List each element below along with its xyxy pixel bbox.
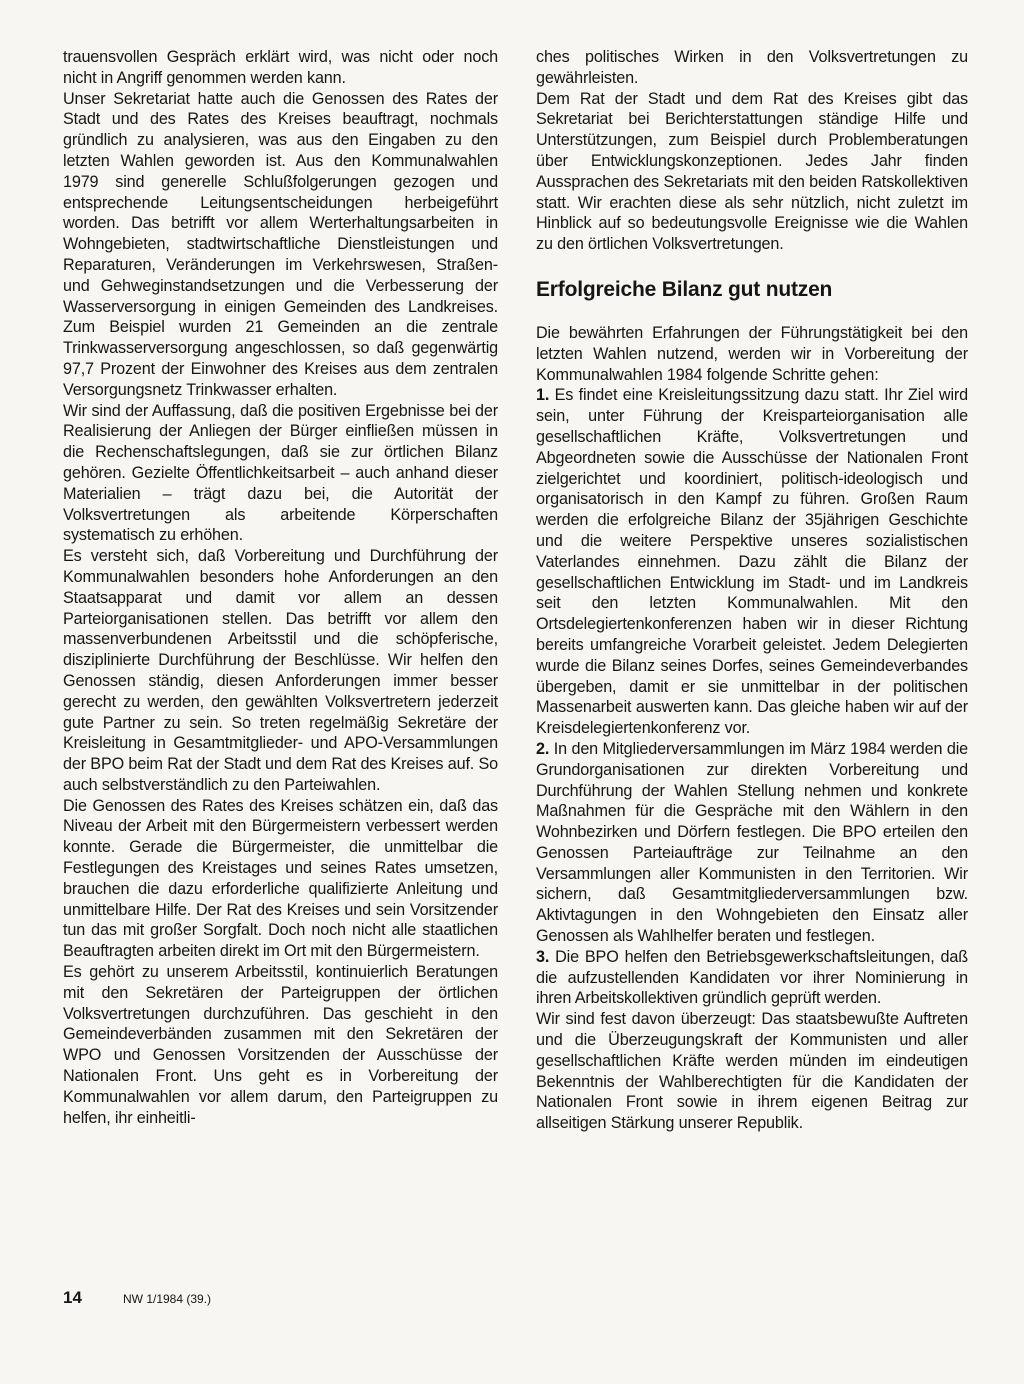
issue-reference: NW 1/1984 (39.) (123, 1292, 212, 1306)
paragraph: Unser Sekretariat hatte auch die Genossen des Rates der Stadt und des Rates des Kreises beauftragt, nochmals gründlich zu analysieren, was aus den Eingaben zu den letzten Wahlen geworden ist. Aus den Kommunalwahlen 1979 sind generelle Schlußfolgerungen gezogen und entsprechende Leitungsentscheidungen herbeigeführt worden. Das betrifft vor allem Werterhaltungsarbeiten in Wohngebieten, stadtwirtschaftliche Dienstleistungen und Reparaturen, Veränderungen im Verkehrswesen, Straßen- und Gehweginstandsetzungen und die Verbesserung der Wasserversorgung in einigen Gemeinden des Landkreises. Zum Beispiel wurden 21 Gemeinden an die zentrale Trinkwasserversorgung angeschlossen, so daß gegenwärtig 97,7 Prozent der Einwohner des Kreises aus dem zentralen Versorgungsnetz Trinkwasser erhalten. (63, 89, 498, 399)
step-text: Die BPO helfen den Betriebsgewerkschaftsleitungen, daß die aufzustellenden Kandidaten vor ihrer Nominierung in ihren Arbeitskollektiven gründlich geprüft werden. (536, 947, 968, 1008)
page-footer (63, 1288, 211, 1308)
paragraph: trauensvollen Gespräch erklärt wird, was nicht oder noch nicht in Angriff genommen werden kann. (63, 48, 498, 87)
step-text: In den Mitgliederversammlungen im März 1984 werden die Grundorganisationen zur direkten Vorbereitung und Durchführung der Wahlen Stellung nehmen und konkrete Maßnahmen für die Gespräche mit den Wählern in den Wohnbezirken und Dörfern festlegen. Die BPO erteilen den Genossen Parteiaufträge zur Teilnahme an den Versammlungen aller Kommunisten in den Territorien. Wir sichern, daß Gesamtmitgliederversammlungen bzw. Aktivtagungen in den Wohngebieten den Einsatz aller Genossen als Wahlhelfer beraten und festlegen. (536, 739, 968, 946)
section-heading: Erfolgreiche Bilanz gut nutzen (536, 277, 833, 301)
paragraph: Wir sind der Auffassung, daß die positiven Ergebnisse bei der Realisierung der Anliegen der Bürger einfließen müssen in die Rechenschaftslegungen, daß sie zur örtlichen Bilanz gehören. Gezielte Öffentlichkeitsarbeit – auch anhand dieser Materialien – trägt dazu bei, die Autorität der Volksvertretungen als arbeitende Körperschaften systematisch zu erhöhen. (63, 401, 498, 545)
page-number: 14 (63, 1288, 82, 1307)
step-item (536, 385, 968, 739)
step-number: 3. (536, 947, 550, 966)
paragraph: Es versteht sich, daß Vorbereitung und Durchführung der Kommunalwahlen besonders hohe Anforderungen an den Staatsapparat und damit vor allem an dessen Parteiorganisationen stellen. Das betrifft vor allem den massenverbundenen Arbeitsstil und die schöpferische, disziplinierte Durchführung der Beschlüsse. Wir helfen den Genossen ständig, diesen Anforderungen immer besser gerecht zu werden, den gewählten Volksvertretern jederzeit gute Partner zu sein. So treten regelmäßig Sekretäre der Kreisleitung in Gesamtmitglieder- und APO-Versammlungen der BPO beim Rat der Stadt und dem Rat des Kreises auf. So auch selbstverständlich zu den Parteiwahlen. (63, 547, 498, 794)
step-number: 2. (536, 739, 550, 758)
closing-paragraph: Wir sind fest davon überzeugt: Das staatsbewußte Auftreten und die Überzeugungskraft der Kommunisten und aller gesellschaftlichen Kräfte werden münden im eindeutigen Bekenntnis der Wahlberechtigten für die Kandidaten der Nationalen Front sowie in ihrem eigenen Beitrag zur allseitigen Stärkung unserer Republik. (536, 1010, 968, 1133)
paragraph: ches politisches Wirken in den Volksvertretungen zu gewährleisten. (536, 48, 968, 87)
lead-paragraph: Die bewährten Erfahrungen der Führungstätigkeit bei den letzten Wahlen nutzend, werden wir in Vorbereitung der Kommunalwahlen 1984 folgende Schritte gehen: (536, 323, 968, 384)
right-column (536, 47, 968, 1134)
paragraph: Es gehört zu unserem Arbeitsstil, kontinuierlich Beratungen mit den Sekretären der Parteigruppen der örtlichen Volksvertretungen durchzuführen. Das geschieht in den Gemeindeverbänden zusammen mit den Sekretären der WPO und Genossen Vorsitzenden der Ausschüsse der Nationalen Front. Uns geht es in Vorbereitung der Kommunalwahlen vor allem darum, den Parteigruppen zu helfen, ihr einheitli- (63, 963, 498, 1127)
paragraph: Dem Rat der Stadt und dem Rat des Kreises gibt das Sekretariat bei Berichterstattungen ständige Hilfe und Unterstützungen, zum Beispiel durch Problemberatungen über Entwicklungskonzeptionen. Jedes Jahr finden Aussprachen des Sekretariats mit den beiden Ratskollektiven statt. Wir erachten diese als sehr nützlich, nicht zuletzt im Hinblick auf so bedeutungsvolle Ereignisse wie die Wahlen zu den örtlichen Volksvertretungen. (536, 89, 968, 254)
step-item (536, 739, 968, 947)
step-text: Es findet eine Kreisleitungssitzung dazu statt. Ihr Ziel wird sein, unter Führung der Kreisparteiorganisation alle gesellschaftlichen Kräfte, Volksvertretungen und Abgeordneten sowie die Ausschüsse der Nationalen Front zielgerichtet und koordiniert, politisch-ideologisch und organisatorisch in den Kampf zu führen. Großen Raum werden die erfolgreiche Bilanz der 35jährigen Geschichte und die weitere Perspektive unseres sozialistischen Vaterlandes einnehmen. Dazu zählt die Bilanz der gesellschaftlichen Entwicklung im Stadt- und im Landkreis seit den letzten Kommunalwahlen. Mit den Ortsdelegiertenkonferenzen haben wir in dieser Richtung bereits umfangreiche Vorarbeit geleistet. Jedem Delegierten wurde die Bilanz seines Dorfes, seines Gemeindeverbandes übergeben, damit er sie unmittelbar in der politischen Massenarbeit auswerten kann. Das gleiche haben wir auf der Kreisdelegiertenkonferenz vor. (536, 386, 968, 738)
paragraph: Die Genossen des Rates des Kreises schätzen ein, daß das Niveau der Arbeit mit den Bürgermeistern verbessert werden konnte. Gerade die Bürgermeister, die unmittelbar die Festlegungen des Kreistages und seines Rates umsetzen, brauchen die dazu erforderliche qualifizierte Anleitung und unmittelbare Hilfe. Der Rat des Kreises und sein Vorsitzender tun das mit großer Sorgfalt. Doch noch nicht alle staatlichen Beauftragten arbeiten direkt im Ort mit den Bürgermeistern. (63, 796, 498, 961)
step-number: 1. (536, 386, 550, 405)
step-item (536, 947, 968, 1009)
left-column (63, 47, 498, 1128)
